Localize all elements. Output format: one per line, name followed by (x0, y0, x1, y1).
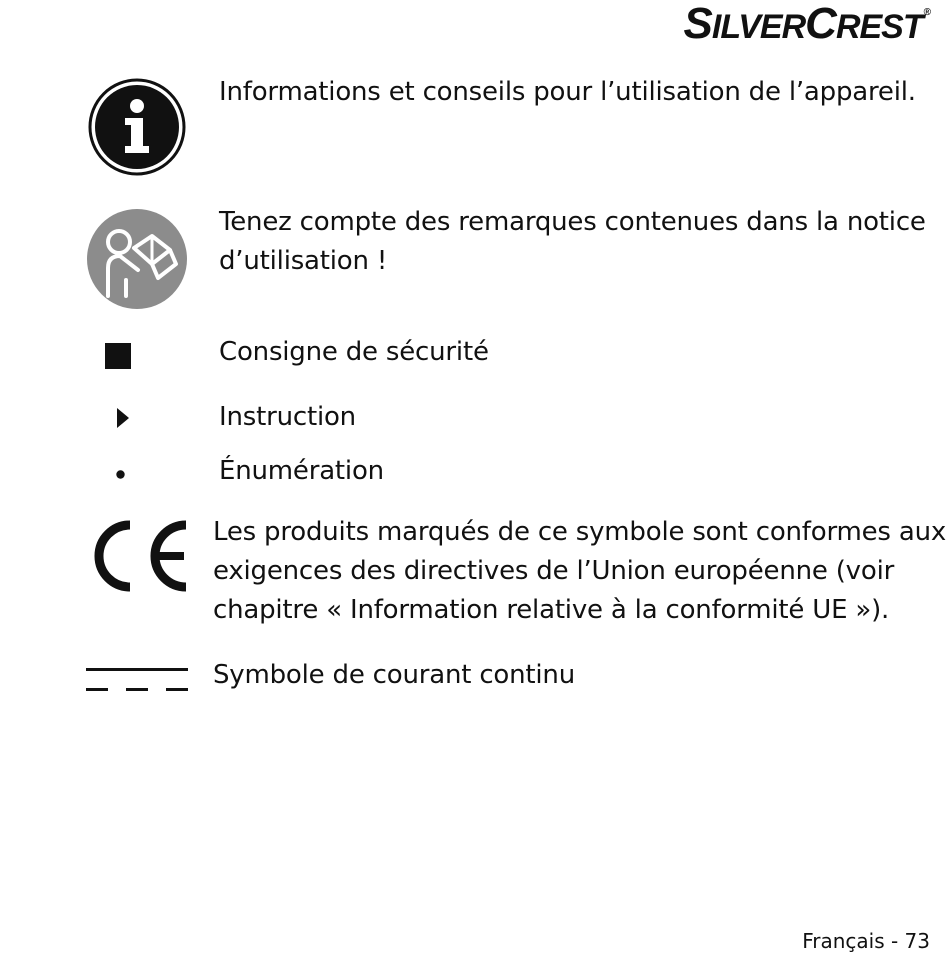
logo-part-ilver: ILVER (711, 8, 806, 46)
ce-text-line-3: chapitre « Information relative à la conformité UE »). (213, 595, 890, 625)
enumeration-text-line: Énumération (219, 456, 384, 486)
info-text-line: Informations et conseils pour l’utilisation de l’appareil. (219, 77, 916, 107)
read-manual-text-line-1: Tenez compte des remarques contenues dans la notice (219, 207, 926, 237)
legend-item-info (0, 70, 950, 180)
legend-item-instruction (0, 398, 950, 443)
legend-item-read-manual (0, 200, 950, 315)
ce-text-line-1: Les produits marqués de ce symbole sont conformes aux (213, 517, 947, 547)
filled-square-icon (105, 343, 131, 369)
logo-letter-c: C (805, 0, 836, 48)
safety-text-line: Consigne de sécurité (219, 337, 489, 367)
ce-mark-icon (86, 519, 190, 593)
direct-current-text-line: Symbole de courant continu (213, 660, 575, 690)
legend-item-direct-current (0, 656, 950, 706)
legend-item-safety (0, 333, 950, 378)
logo-letter-s: S (683, 0, 712, 48)
brand-logo (684, 2, 930, 46)
legend-item-enumeration (0, 452, 950, 497)
logo-part-rest: REST (835, 8, 923, 46)
info-icon (88, 78, 186, 176)
bullet-icon (116, 470, 125, 479)
legend-item-ce (0, 513, 950, 633)
direct-current-icon (86, 666, 190, 694)
read-manual-text-line-2: d’utilisation ! (219, 246, 388, 276)
instruction-text-line: Instruction (219, 402, 356, 432)
read-manual-icon (86, 208, 188, 310)
ce-text-line-2: exigences des directives de l’Union européenne (voir (213, 556, 895, 586)
right-triangle-icon (117, 408, 129, 428)
registered-mark: ® (923, 7, 930, 18)
page-number: Français - 73 (802, 929, 930, 953)
